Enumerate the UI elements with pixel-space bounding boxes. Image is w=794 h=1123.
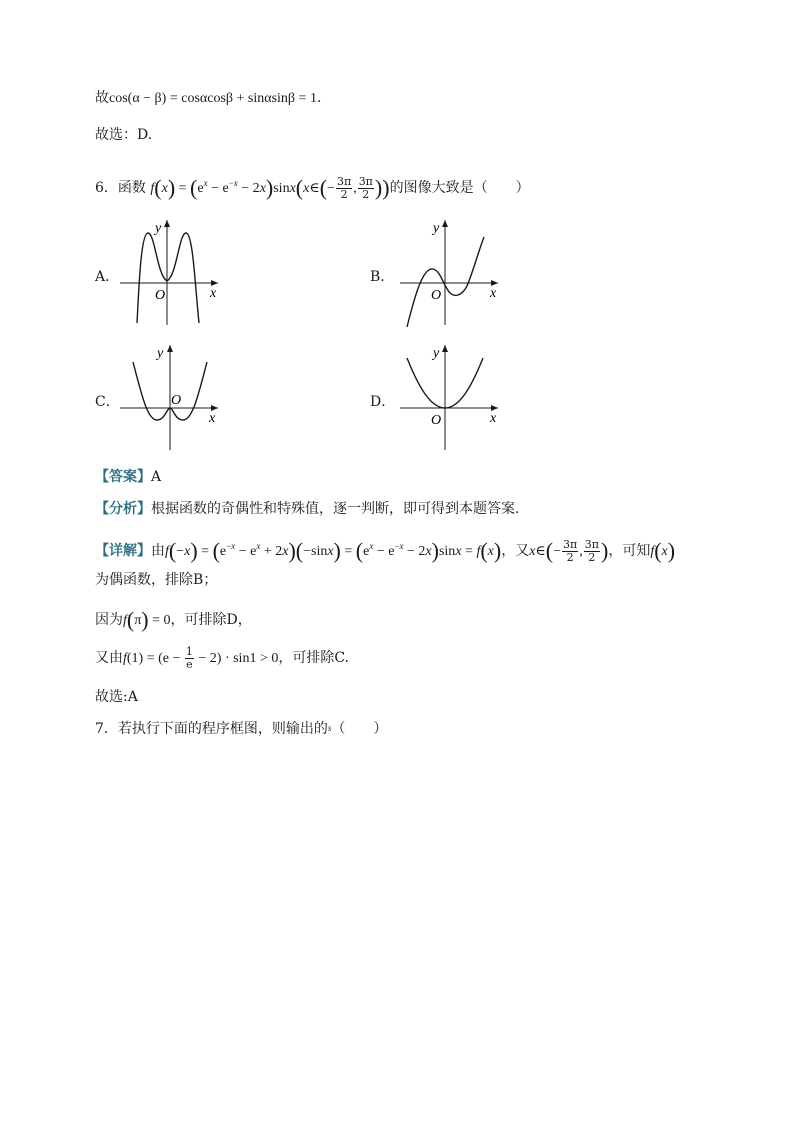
cos-formula: cos(α − β) = cosαcosβ + sinαsinβ = 1 [109,91,317,106]
detail-line-2: 为偶函数，排除B； [95,572,218,588]
y-axis-arrow [164,220,170,227]
option-d-graph[interactable] [395,340,505,455]
detail-line-3: 因为f(π) = 0，可排除D， [95,607,252,632]
origin-label: O [171,393,182,408]
y-label: y [433,346,440,361]
origin-label: O [155,288,166,303]
y-axis-arrow [442,220,448,227]
origin-label: O [431,413,442,428]
x-label: x [490,286,497,301]
y-label: y [157,346,164,361]
q6-stem: 6．函数 $f(x) = (e^x - e^{-x}$ − 2x)sinx(x∈(− $\frac{3\pi}{2}$ , $\frac{3\pi}{2}$ ))的图像大致是（ ） [95,174,530,201]
analysis-text: 根据函数的奇偶性和特殊值，逐一判断，即可得到本题答案. [151,501,520,517]
q7-var: s [327,723,332,733]
y-axis-arrow [167,345,173,352]
answer-tag: 【答案】 [95,469,151,485]
option-b-label[interactable]: B． [370,269,395,285]
conclusion-line: 故选:A [95,689,138,705]
x-label: x [210,286,217,301]
analysis-line [95,499,519,519]
origin-label: O [431,288,442,303]
option-a-graph[interactable] [115,215,225,330]
option-a-label[interactable]: A． [95,269,120,285]
intro-line-2: 故选：D. [95,127,153,143]
x-label: x [490,411,497,426]
curve-a [137,233,199,323]
option-c-graph[interactable] [115,340,225,455]
y-label: y [155,221,162,236]
analysis-tag: 【分析】 [95,501,151,517]
option-b-graph[interactable] [395,215,505,330]
detail-line-1: 【详解】由$f(-x) = (e^{-x} - e^x + 2x)(-\sin x) = (e^x - e^{-x} - 2x)\sin x = f(x)$，又x∈(− $\frac{3\pi}{2}$ , $\frac{3\pi}{2}$ )，可知f(x) [95,537,676,564]
q7-stem: 7．若执行下面的程序框图，则输出的s（ ） [95,721,388,737]
y-axis-arrow [442,345,448,352]
option-d-label[interactable]: D． [370,394,396,410]
intro-line-1: 故cos(α − β) = cosαcosβ + sinαsinβ = 1. [95,90,322,106]
detail-tag: 【详解】 [95,543,151,559]
x-label: x [209,411,216,426]
q6-function: f [150,181,155,196]
option-c-label[interactable]: C． [95,394,120,410]
y-label: y [433,221,440,236]
answer-value: A [151,469,162,485]
detail-line-4: 又由f(1) = (e − $\frac{1}{e}$ − 2) · sin1 > 0，可排除C. [95,644,350,671]
answer-line [95,467,161,487]
